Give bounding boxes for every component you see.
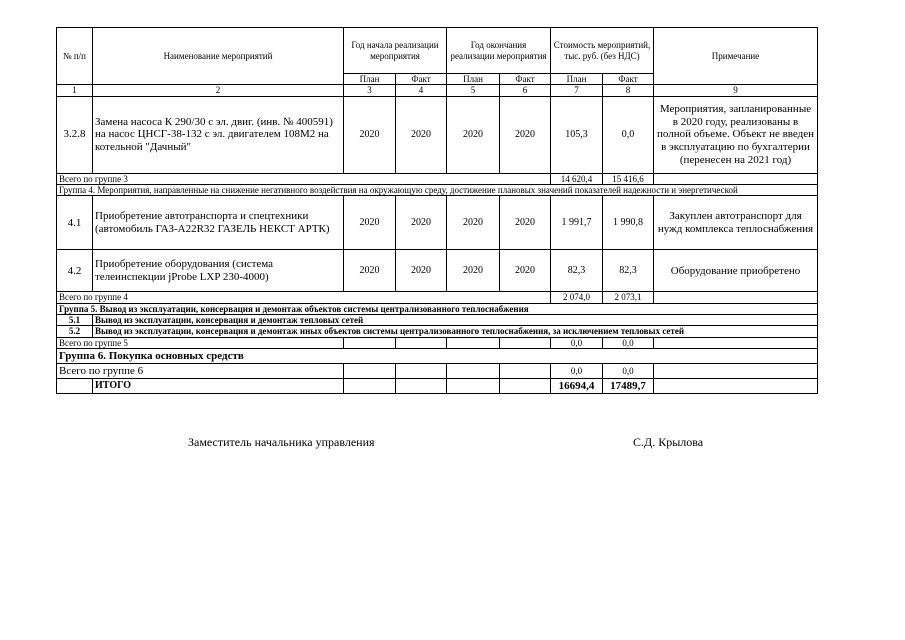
group-header-row bbox=[57, 185, 818, 196]
cost-plan: 105,3 bbox=[551, 96, 603, 173]
start-fact: 2020 bbox=[396, 96, 447, 173]
end-plan: 2020 bbox=[447, 96, 500, 173]
total-fact: 0,0 bbox=[603, 337, 654, 348]
row-note: Оборудование приобретено bbox=[654, 250, 818, 292]
end-fact: 2020 bbox=[500, 250, 551, 292]
column-index: 7 bbox=[551, 85, 603, 96]
header-fact: Факт bbox=[500, 74, 551, 85]
header-note: Примечание bbox=[654, 28, 818, 85]
group-title: Группа 4. Мероприятия, направленные на снижение негативного воздействия на окружающую среду, достижение плановых значений показателей надежности и энергетической bbox=[57, 185, 818, 196]
total-label: Всего по группе 4 bbox=[57, 292, 551, 303]
row-num: 5.1 bbox=[57, 315, 93, 326]
header-plan: План bbox=[344, 74, 396, 85]
row-num: 3.2.8 bbox=[57, 96, 93, 173]
row-name: Приобретение оборудования (система телеинспекции jProbe LXP 230-4000) bbox=[93, 250, 344, 292]
column-index: 6 bbox=[500, 85, 551, 96]
total-plan: 2 074,0 bbox=[551, 292, 603, 303]
end-plan: 2020 bbox=[447, 196, 500, 250]
start-fact: 2020 bbox=[396, 196, 447, 250]
table-row bbox=[57, 196, 818, 250]
row-name: Вывод из эксплуатации, консервация и демонтаж тепловых сетей bbox=[93, 315, 818, 326]
cost-fact: 1 990,8 bbox=[603, 196, 654, 250]
total-plan: 0,0 bbox=[551, 337, 603, 348]
group-total-row bbox=[57, 292, 818, 303]
grand-total-fact: 17489,7 bbox=[603, 379, 654, 394]
grand-total-row bbox=[57, 379, 818, 394]
total-label: Всего по группе 5 bbox=[57, 337, 344, 348]
header-fact: Факт bbox=[603, 74, 654, 85]
row-name: Замена насоса К 290/30 с эл. двиг. (инв. № 400591) на насос ЦНСГ-38-132 с эл. двигателем 108М2 на котельной "Дачный" bbox=[93, 96, 344, 173]
column-index-row bbox=[57, 85, 818, 96]
total-plan: 0,0 bbox=[551, 364, 603, 379]
row-num: 4.2 bbox=[57, 250, 93, 292]
header-start-year: Год начала реализации мероприятия bbox=[344, 28, 447, 74]
column-index: 1 bbox=[57, 85, 93, 96]
header-plan: План bbox=[551, 74, 603, 85]
row-note: Закуплен автотранспорт для нужд комплекса теплоснабжения bbox=[654, 196, 818, 250]
cost-fact: 0,0 bbox=[603, 96, 654, 173]
total-plan: 14 620,4 bbox=[551, 173, 603, 184]
column-index: 2 bbox=[93, 85, 344, 96]
subgroup-row bbox=[57, 315, 818, 326]
investment-program-table bbox=[56, 27, 818, 394]
row-name: Вывод из эксплуатации, консервация и демонтаж иных объектов системы централизованного теплоснабжения, за исключением тепловых сетей bbox=[93, 326, 818, 337]
row-num: 4.1 bbox=[57, 196, 93, 250]
grand-total-plan: 16694,4 bbox=[551, 379, 603, 394]
signature-position: Заместитель начальника управления bbox=[188, 435, 375, 449]
row-num: 5.2 bbox=[57, 326, 93, 337]
total-fact: 15 416,6 bbox=[603, 173, 654, 184]
start-plan: 2020 bbox=[344, 196, 396, 250]
header-fact: Факт bbox=[396, 74, 447, 85]
table-row bbox=[57, 96, 818, 173]
header-name: Наименование мероприятий bbox=[93, 28, 344, 85]
total-fact: 2 073,1 bbox=[603, 292, 654, 303]
header-cost: Стоимость мероприятий, тыс. руб. (без НДС) bbox=[551, 28, 654, 74]
group-total-row bbox=[57, 173, 818, 184]
cost-plan: 82,3 bbox=[551, 250, 603, 292]
table-row bbox=[57, 250, 818, 292]
total-label: Всего по группе 6 bbox=[57, 364, 344, 379]
grand-total-label: ИТОГО bbox=[93, 379, 344, 394]
column-index: 9 bbox=[654, 85, 818, 96]
header-end-year: Год окончания реализации мероприятия bbox=[447, 28, 551, 74]
cost-plan: 1 991,7 bbox=[551, 196, 603, 250]
group-total-row bbox=[57, 364, 818, 379]
total-fact: 0,0 bbox=[603, 364, 654, 379]
column-index: 8 bbox=[603, 85, 654, 96]
end-fact: 2020 bbox=[500, 96, 551, 173]
header-num: № п/п bbox=[57, 28, 93, 85]
total-label: Всего по группе 3 bbox=[57, 173, 551, 184]
subgroup-row bbox=[57, 326, 818, 337]
end-fact: 2020 bbox=[500, 196, 551, 250]
column-index: 5 bbox=[447, 85, 500, 96]
cost-fact: 82,3 bbox=[603, 250, 654, 292]
start-plan: 2020 bbox=[344, 250, 396, 292]
end-plan: 2020 bbox=[447, 250, 500, 292]
start-plan: 2020 bbox=[344, 96, 396, 173]
group-header-row bbox=[57, 303, 818, 314]
header-plan: План bbox=[447, 74, 500, 85]
group-total-row bbox=[57, 337, 818, 348]
row-note: Мероприятия, запланированные в 2020 году, реализованы в полной объеме. Объект не введен в эксплуатацию по бухгалтерии (перенесен на 2021 год) bbox=[654, 96, 818, 173]
start-fact: 2020 bbox=[396, 250, 447, 292]
group-title: Группа 5. Вывод из эксплуатации, консервация и демонтаж объектов системы централизованного теплоснабжения bbox=[57, 303, 818, 314]
row-name: Приобретение автотранспорта и спецтехники (автомобиль ГАЗ-А22R32 ГАЗЕЛЬ НЕКСТ АРТК) bbox=[93, 196, 344, 250]
column-index: 4 bbox=[396, 85, 447, 96]
group-title: Группа 6. Покупка основных средств bbox=[57, 349, 818, 364]
column-index: 3 bbox=[344, 85, 396, 96]
signature-name: С.Д. Крылова bbox=[633, 435, 704, 449]
group-header-row bbox=[57, 349, 818, 364]
